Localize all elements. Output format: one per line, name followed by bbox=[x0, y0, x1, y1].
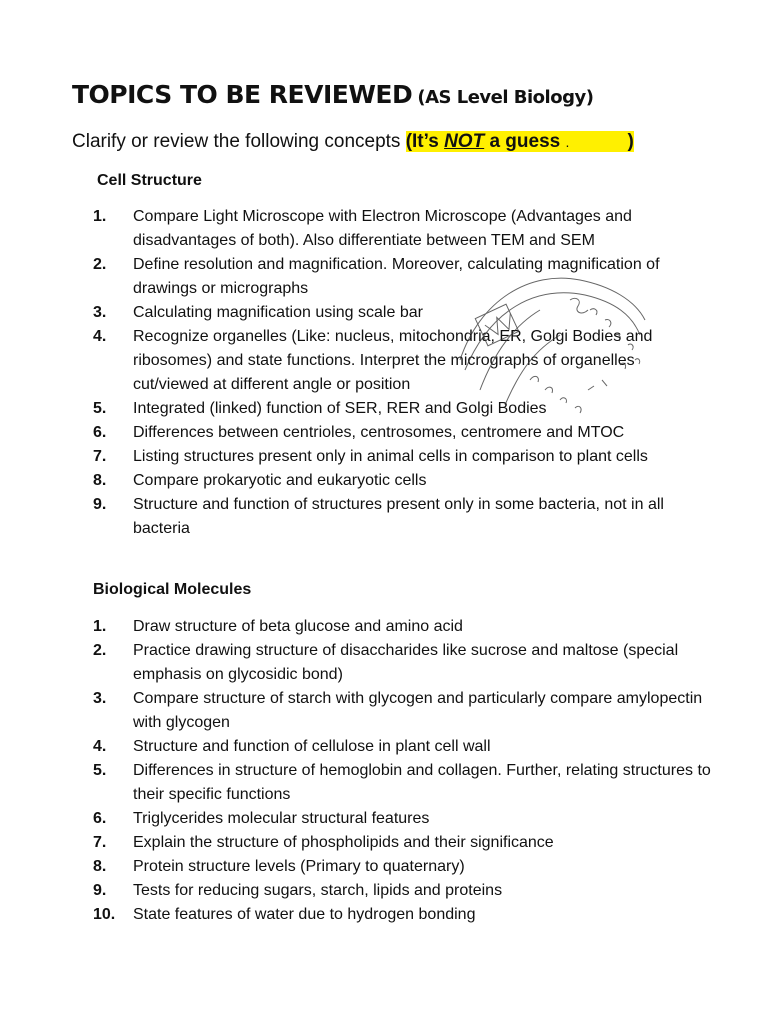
intro-highlight-gap bbox=[569, 131, 627, 152]
list-item-text: Recognize organelles (Like: nucleus, mitochondria, ER, Golgi Bodies and ribosomes) and state functions. Interpret the micrographs of organelles cut/viewed at different angle or position bbox=[133, 328, 653, 393]
list-item bbox=[93, 687, 713, 735]
list-item-number: 2. bbox=[93, 256, 107, 273]
list-item bbox=[93, 855, 713, 879]
list-item-text: Compare prokaryotic and eukaryotic cells bbox=[133, 472, 427, 489]
list-item bbox=[93, 639, 713, 687]
list-item-text: Define resolution and magnification. Moreover, calculating magnification of drawings or micrographs bbox=[133, 256, 660, 297]
list-item bbox=[93, 445, 713, 469]
list-item-number: 2. bbox=[93, 642, 107, 659]
intro-highlight-not: NOT bbox=[444, 131, 485, 152]
list-item bbox=[93, 735, 713, 759]
section-heading-cell-structure: Cell Structure bbox=[97, 172, 202, 189]
list-item-text: Triglycerides molecular structural features bbox=[133, 810, 430, 827]
list-item-text: Compare structure of starch with glycogen and particularly compare amylopectin with glycogen bbox=[133, 690, 703, 731]
list-item-text: Tests for reducing sugars, starch, lipids and proteins bbox=[133, 882, 503, 899]
list-item-number: 4. bbox=[93, 738, 107, 755]
page-title-subtitle: (AS Level Biology) bbox=[417, 87, 594, 108]
biological-molecules-list bbox=[93, 615, 713, 927]
list-item bbox=[93, 301, 713, 325]
list-item-text: Practice drawing structure of disaccharides like sucrose and maltose (special emphasis on glycosidic bond) bbox=[133, 642, 679, 683]
list-item-text: Structure and function of cellulose in plant cell wall bbox=[133, 738, 491, 755]
intro-highlight-dot: . bbox=[565, 134, 570, 150]
list-item-text: Draw structure of beta glucose and amino acid bbox=[133, 618, 463, 635]
intro-line bbox=[72, 131, 634, 153]
list-item-number: 10. bbox=[93, 906, 116, 923]
list-item-text: State features of water due to hydrogen bonding bbox=[133, 906, 476, 923]
list-item bbox=[93, 469, 713, 493]
list-item bbox=[93, 421, 713, 445]
list-item-text: Structure and function of structures present only in some bacteria, not in all bacteria bbox=[133, 496, 664, 537]
list-item-text: Protein structure levels (Primary to quaternary) bbox=[133, 858, 465, 875]
list-item bbox=[93, 325, 713, 397]
list-item-number: 7. bbox=[93, 448, 107, 465]
list-item-text: Differences in structure of hemoglobin and collagen. Further, relating structures to their specific functions bbox=[133, 762, 711, 803]
list-item bbox=[93, 205, 713, 253]
list-item-text: Compare Light Microscope with Electron Microscope (Advantages and disadvantages of both). Also differentiate between TEM and SEM bbox=[133, 208, 632, 249]
list-item bbox=[93, 493, 713, 541]
list-item-number: 1. bbox=[93, 618, 107, 635]
list-item-number: 3. bbox=[93, 304, 107, 321]
list-item-number: 7. bbox=[93, 834, 107, 851]
list-item-number: 5. bbox=[93, 400, 107, 417]
list-item-number: 5. bbox=[93, 762, 107, 779]
list-item-text: Listing structures present only in animal cells in comparison to plant cells bbox=[133, 448, 648, 465]
intro-text: Clarify or review the following concepts bbox=[72, 131, 406, 152]
list-item-number: 9. bbox=[93, 882, 107, 899]
list-item-text: Differences between centrioles, centrosomes, centromere and MTOC bbox=[133, 424, 625, 441]
list-item-number: 8. bbox=[93, 472, 107, 489]
list-item bbox=[93, 903, 713, 927]
list-item-text: Calculating magnification using scale bar bbox=[133, 304, 423, 321]
list-item bbox=[93, 615, 713, 639]
list-item bbox=[93, 253, 713, 301]
cell-structure-list bbox=[93, 205, 713, 541]
list-item-number: 1. bbox=[93, 208, 107, 225]
intro-highlight bbox=[406, 131, 634, 152]
intro-highlight-close: ) bbox=[627, 131, 634, 152]
list-item-number: 3. bbox=[93, 690, 107, 707]
list-item-number: 9. bbox=[93, 496, 107, 513]
list-item bbox=[93, 807, 713, 831]
list-item-number: 4. bbox=[93, 328, 107, 345]
list-item bbox=[93, 879, 713, 903]
intro-highlight-rest: a guess bbox=[484, 131, 566, 152]
list-item bbox=[93, 759, 713, 807]
intro-highlight-open: (It’s bbox=[405, 131, 445, 152]
page-title bbox=[72, 80, 593, 109]
list-item-text: Integrated (linked) function of SER, RER and Golgi Bodies bbox=[133, 400, 547, 417]
section-heading-biological-molecules: Biological Molecules bbox=[93, 581, 252, 598]
list-item-number: 8. bbox=[93, 858, 107, 875]
list-item-text: Explain the structure of phospholipids and their significance bbox=[133, 834, 554, 851]
page-title-main: TOPICS TO BE REVIEWED bbox=[72, 80, 413, 109]
list-item bbox=[93, 831, 713, 855]
list-item-number: 6. bbox=[93, 810, 107, 827]
list-item bbox=[93, 397, 713, 421]
list-item-number: 6. bbox=[93, 424, 107, 441]
